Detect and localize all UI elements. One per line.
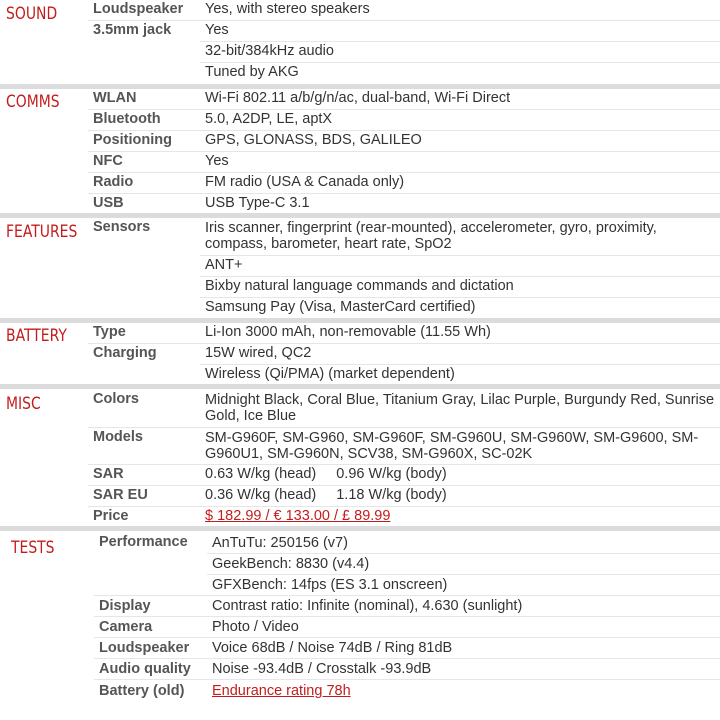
spec-label-nfc: NFC <box>93 153 123 169</box>
row-divider <box>200 41 720 42</box>
row-divider <box>88 427 720 428</box>
row-divider <box>94 595 720 596</box>
spec-value-jack-extra: Tuned by AKG <box>205 64 299 80</box>
spec-value-samsung-pay: Samsung Pay (Visa, MasterCard certified) <box>205 299 476 315</box>
section-title-misc: MISC <box>6 394 41 414</box>
section-title-sound: SOUND <box>6 4 58 24</box>
spec-label-colors: Colors <box>93 391 139 407</box>
spec-label-sar-eu: SAR EU <box>93 487 148 503</box>
row-divider <box>88 485 720 486</box>
spec-label-usb: USB <box>93 195 124 211</box>
spec-value-wireless: Wireless (Qi/PMA) (market dependent) <box>205 366 455 382</box>
spec-label-camera: Camera <box>99 619 153 635</box>
spec-label-price: Price <box>93 508 129 524</box>
row-divider <box>88 343 720 344</box>
spec-value-usb: USB Type-C 3.1 <box>205 195 310 211</box>
row-divider <box>207 553 720 554</box>
row-divider <box>88 193 720 194</box>
section-misc <box>0 389 720 527</box>
section-title-battery: BATTERY <box>6 326 67 346</box>
row-divider <box>88 20 720 21</box>
spec-label-models: Models <box>93 429 143 445</box>
spec-label-sensors: Sensors <box>93 219 151 235</box>
spec-label-charging: Charging <box>93 345 157 361</box>
section-tests <box>0 531 720 720</box>
spec-label-display: Display <box>99 598 151 614</box>
row-divider <box>88 151 720 152</box>
section-features <box>0 218 720 319</box>
row-divider <box>200 364 720 365</box>
price-link[interactable]: $ 182.99 / € 133.00 / £ 89.99 <box>205 508 391 524</box>
spec-value-sar <box>205 466 447 482</box>
spec-label-loudspeaker: Loudspeaker <box>93 1 184 17</box>
spec-value-gfxbench: GFXBench: 14fps (ES 3.1 onscreen) <box>212 577 448 593</box>
spec-label-positioning: Positioning <box>93 132 172 148</box>
endurance-rating-link[interactable]: Endurance rating 78h <box>212 683 351 699</box>
spec-value-bixby: Bixby natural language commands and dictation <box>205 278 514 294</box>
spec-label-test-loudspeaker: Loudspeaker <box>99 640 190 656</box>
spec-label-type: Type <box>93 324 126 340</box>
row-divider <box>88 464 720 465</box>
row-divider <box>207 574 720 575</box>
spec-value-nfc: Yes <box>205 153 229 169</box>
spec-value-test-loudspeaker: Voice 68dB / Noise 74dB / Ring 81dB <box>212 640 453 656</box>
row-divider <box>200 297 720 298</box>
spec-value-geekbench: GeekBench: 8830 (v4.4) <box>212 556 370 572</box>
sar-eu-head: 0.36 W/kg (head) <box>205 487 317 503</box>
spec-value-bluetooth: 5.0, A2DP, LE, aptX <box>205 111 333 127</box>
spec-value-sar-eu <box>205 487 447 503</box>
row-divider <box>94 616 720 617</box>
section-title-comms: COMMS <box>6 92 60 112</box>
spec-value-wlan: Wi-Fi 802.11 a/b/g/n/ac, dual-band, Wi-Fi Direct <box>205 90 511 106</box>
spec-label-wlan: WLAN <box>93 90 137 106</box>
spec-value-jack: Yes <box>205 22 229 38</box>
row-divider <box>94 637 720 638</box>
spec-value-models: SM-G960F, SM-G960, SM-G960F, SM-G960U, SM-G960W, SM-G9600, SM-G960U1, SM-G960N, SCV38, SM-G960X, SC-02K <box>205 430 699 462</box>
section-comms <box>0 89 720 214</box>
section-battery <box>0 323 720 385</box>
row-divider <box>88 506 720 507</box>
row-divider <box>94 679 720 680</box>
spec-value-colors: Midnight Black, Coral Blue, Titanium Gray, Lilac Purple, Burgundy Red, Sunrise Gold, Ice Blue <box>205 392 715 424</box>
spec-value-loudspeaker: Yes, with stereo speakers <box>205 1 370 17</box>
row-divider <box>88 109 720 110</box>
section-title-features: FEATURES <box>6 222 78 242</box>
sar-head: 0.63 W/kg (head) <box>205 466 317 482</box>
spec-value-audio-quality: Noise -93.4dB / Crosstalk -93.9dB <box>212 661 432 677</box>
spec-value-positioning: GPS, GLONASS, BDS, GALILEO <box>205 132 422 148</box>
sar-body: 0.96 W/kg (body) <box>336 466 447 482</box>
spec-label-battery-old: Battery (old) <box>99 683 185 699</box>
row-divider <box>88 172 720 173</box>
spec-value-sensors: Iris scanner, fingerprint (rear-mounted), accelerometer, gyro, proximity, compass, barometer, heart rate, SpO2 <box>205 220 657 252</box>
row-divider <box>94 658 720 659</box>
spec-label-radio: Radio <box>93 174 134 190</box>
spec-value-charging: 15W wired, QC2 <box>205 345 312 361</box>
spec-value-type: Li-Ion 3000 mAh, non-removable (11.55 Wh) <box>205 324 491 340</box>
spec-label-sar: SAR <box>93 466 124 482</box>
section-sound <box>0 0 720 85</box>
spec-label-audio-quality: Audio quality <box>99 661 191 677</box>
spec-value-ant: ANT+ <box>205 257 243 273</box>
row-divider <box>200 276 720 277</box>
row-divider <box>200 62 720 63</box>
row-divider <box>200 255 720 256</box>
section-title-tests: TESTS <box>11 538 55 558</box>
spec-label-bluetooth: Bluetooth <box>93 111 161 127</box>
spec-value-camera: Photo / Video <box>212 619 299 635</box>
spec-value-jack-extra: 32-bit/384kHz audio <box>205 43 334 59</box>
spec-value-antutu: AnTuTu: 250156 (v7) <box>212 535 348 551</box>
spec-value-display: Contrast ratio: Infinite (nominal), 4.630 (sunlight) <box>212 598 523 614</box>
spec-value-radio: FM radio (USA & Canada only) <box>205 174 405 190</box>
sar-eu-body: 1.18 W/kg (body) <box>336 487 447 503</box>
row-divider <box>88 130 720 131</box>
spec-label-performance: Performance <box>99 534 188 550</box>
spec-label-jack: 3.5mm jack <box>93 22 172 38</box>
